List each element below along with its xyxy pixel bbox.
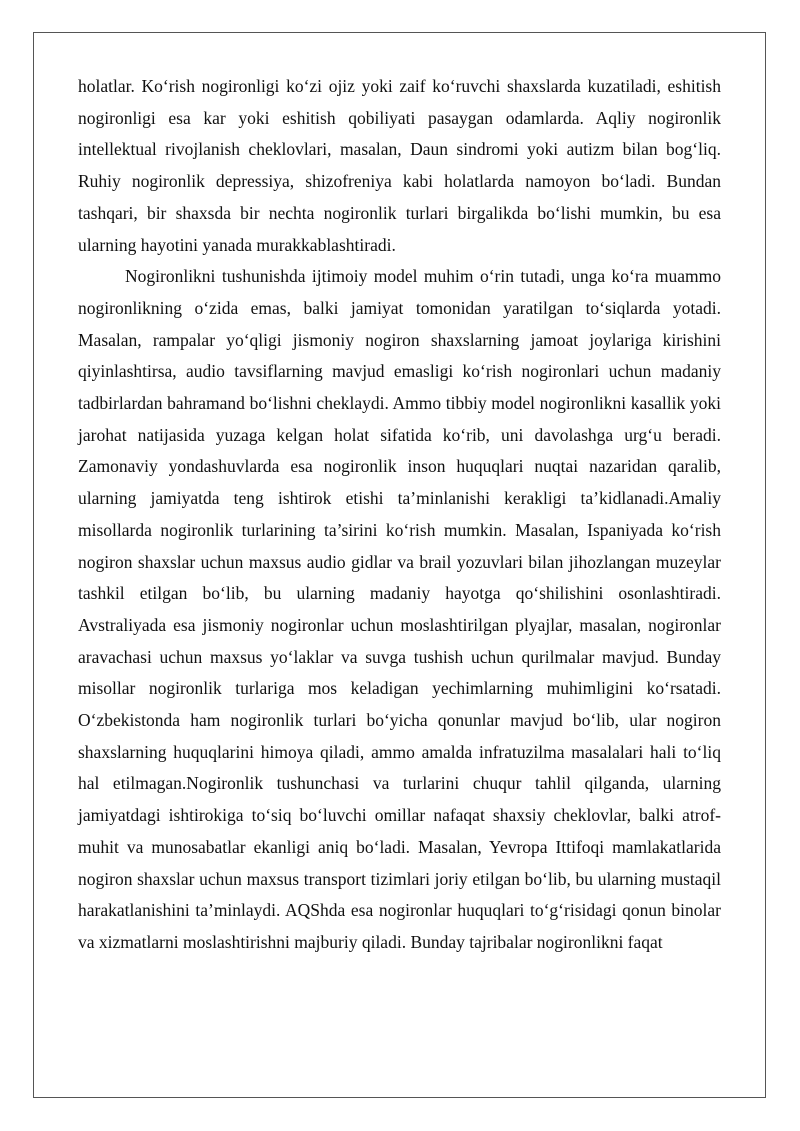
- paragraph-social-model: Nogironlikni tushunishda ijtimoiy model muhim o‘rin tutadi, unga ko‘ra muammo nogironlikning o‘zida emas, balki jamiyat tomonidan yaratilgan to‘siqlarda yotadi. Masalan, rampalar yo‘qligi jismoniy nogiron shaxslarning jamoat joylariga kirishini qiyinlashtirsa, audio tavsiflarning mavjud emasligi ko‘rish nogironlari uchun madaniy tadbirlardan bahramand bo‘lishni cheklaydi. Ammo tibbiy model nogironlikni kasallik yoki jarohat natijasida yuzaga kelgan holat sifatida ko‘rib, uni davolashga urg‘u beradi. Zamonaviy yondashuvlarda esa nogironlik inson huquqlari nuqtai nazaridan qaralib, ularning jamiyatda teng ishtirok etishi ta’minlanishi kerakligi ta’kidlanadi.Amaliy misollarda nogironlik turlarining ta’sirini ko‘rish mumkin. Masalan, Ispaniyada ko‘rish nogiron shaxslar uchun maxsus audio gidlar va brail yozuvlari bilan jihozlangan muzeylar tashkil etilgan bo‘lib, bu ularning madaniy hayotga qo‘shilishini osonlashtiradi. Avstraliyada esa jismoniy nogironlar uchun moslashtirilgan plyajlar, masalan, nogironlar aravachasi uchun maxsus yo‘laklar va suvga tushish uchun qurilmalar mavjud. Bunday misollar nogironlik turlariga mos keladigan yechimlarning muhimligini ko‘rsatadi. O‘zbekistonda ham nogironlik turlari bo‘yicha qonunlar mavjud bo‘lib, ular nogiron shaxslarning huquqlarini himoya qiladi, ammo amalda infratuzilma masalalari hali to‘liq hal etilmagan.Nogironlik tushunchasi va turlarini chuqur tahlil qilganda, ularning jamiyatdagi ishtirokiga to‘siq bo‘luvchi omillar nafaqat shaxsiy cheklovlar, balki atrof-muhit va munosabatlar ekanligi aniq bo‘ladi. Masalan, Yevropa Ittifoqi mamlakatlarida nogiron shaxslar uchun maxsus transport tizimlari joriy etilgan bo‘lib, bu ularning mustaqil harakatlanishini ta’minlaydi. AQShda esa nogironlar huquqlari to‘g‘risidagi qonun binolar va xizmatlarni moslashtirishni majburiy qiladi. Bunday tajribalar nogironlikni faqat: [78, 266, 721, 952]
- document-body: [78, 71, 721, 959]
- paragraph-continued: holatlar. Ko‘rish nogironligi ko‘zi ojiz yoki zaif ko‘ruvchi shaxslarda kuzatiladi, eshitish nogironligi esa kar yoki eshitish qobiliyati pasaygan odamlarda. Aqliy nogironlik intellektual rivojlanish cheklovlari, masalan, Daun sindromi yoki autizm bilan bog‘liq. Ruhiy nogironlik depressiya, shizofreniya kabi holatlarda namoyon bo‘ladi. Bundan tashqari, bir shaxsda bir nechta nogironlik turlari birgalikda bo‘lishi mumkin, bu esa ularning hayotini yanada murakkablashtiradi.: [78, 76, 721, 255]
